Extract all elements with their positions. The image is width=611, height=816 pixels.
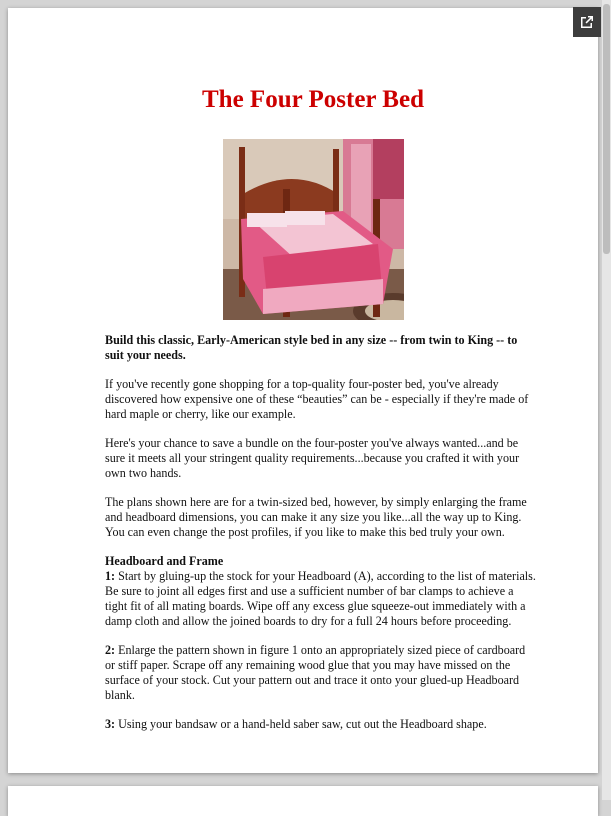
step-number: 2:: [105, 643, 116, 657]
vertical-scrollbar[interactable]: [602, 0, 611, 800]
step-1: [105, 554, 537, 629]
four-poster-bed-image: [223, 139, 404, 320]
body-paragraph: Here's your chance to save a bundle on the four-poster you've always wanted...and be sure it meets all your stringent quality requirements...because you crafted it with your own two hands.: [105, 436, 520, 480]
next-page: [8, 786, 598, 816]
section-heading: Headboard and Frame: [105, 554, 224, 568]
popout-button[interactable]: [573, 7, 601, 37]
article-body: [105, 333, 537, 746]
intro-paragraph: [105, 333, 537, 363]
document-page: [8, 8, 598, 773]
body-paragraph: The plans shown here are for a twin-sized bed, however, by simply enlarging the frame and headboard dimensions, you can make it any size you like...all the way up to King. You can even change the post profiles, if you like to make this bed truly your own.: [105, 495, 527, 539]
step-number: 1:: [105, 569, 116, 583]
open-in-new-window-icon: [579, 14, 595, 30]
step-text: Enlarge the pattern shown in figure 1 onto an appropriately sized piece of cardboard or stiff paper. Scrape off any remaining wood glue that you may have missed on the surface of your stock. Cut your pattern out and trace it onto your glued-up Headboard blank.: [105, 643, 526, 702]
intro-text: Build this classic, Early-American style bed in any size -- from twin to King -- to suit your needs.: [105, 333, 518, 362]
scrollbar-thumb[interactable]: [603, 4, 610, 254]
step-2: [105, 643, 537, 703]
page-title: The Four Poster Bed: [202, 86, 424, 113]
step-text: Start by gluing-up the stock for your Headboard (A), according to the list of materials. Be sure to joint all edges first and use a sufficient number of bar clamps to achieve a tight fit of all mating boards. Wipe off any excess glue squeeze-out immediately with a damp cloth and allow the joined boards to dry for a full 24 hours before proceeding.: [105, 569, 536, 628]
step-text: Using your bandsaw or a hand-held saber saw, cut out the Headboard shape.: [115, 717, 487, 731]
step-3: [105, 717, 537, 732]
body-paragraph: If you've recently gone shopping for a top-quality four-poster bed, you've already discovered how expensive one of these “beauties” can be - especially if they're made of hard maple or cherry, like our example.: [105, 377, 529, 421]
bed-photo: [223, 139, 404, 320]
step-number: 3:: [105, 717, 116, 731]
